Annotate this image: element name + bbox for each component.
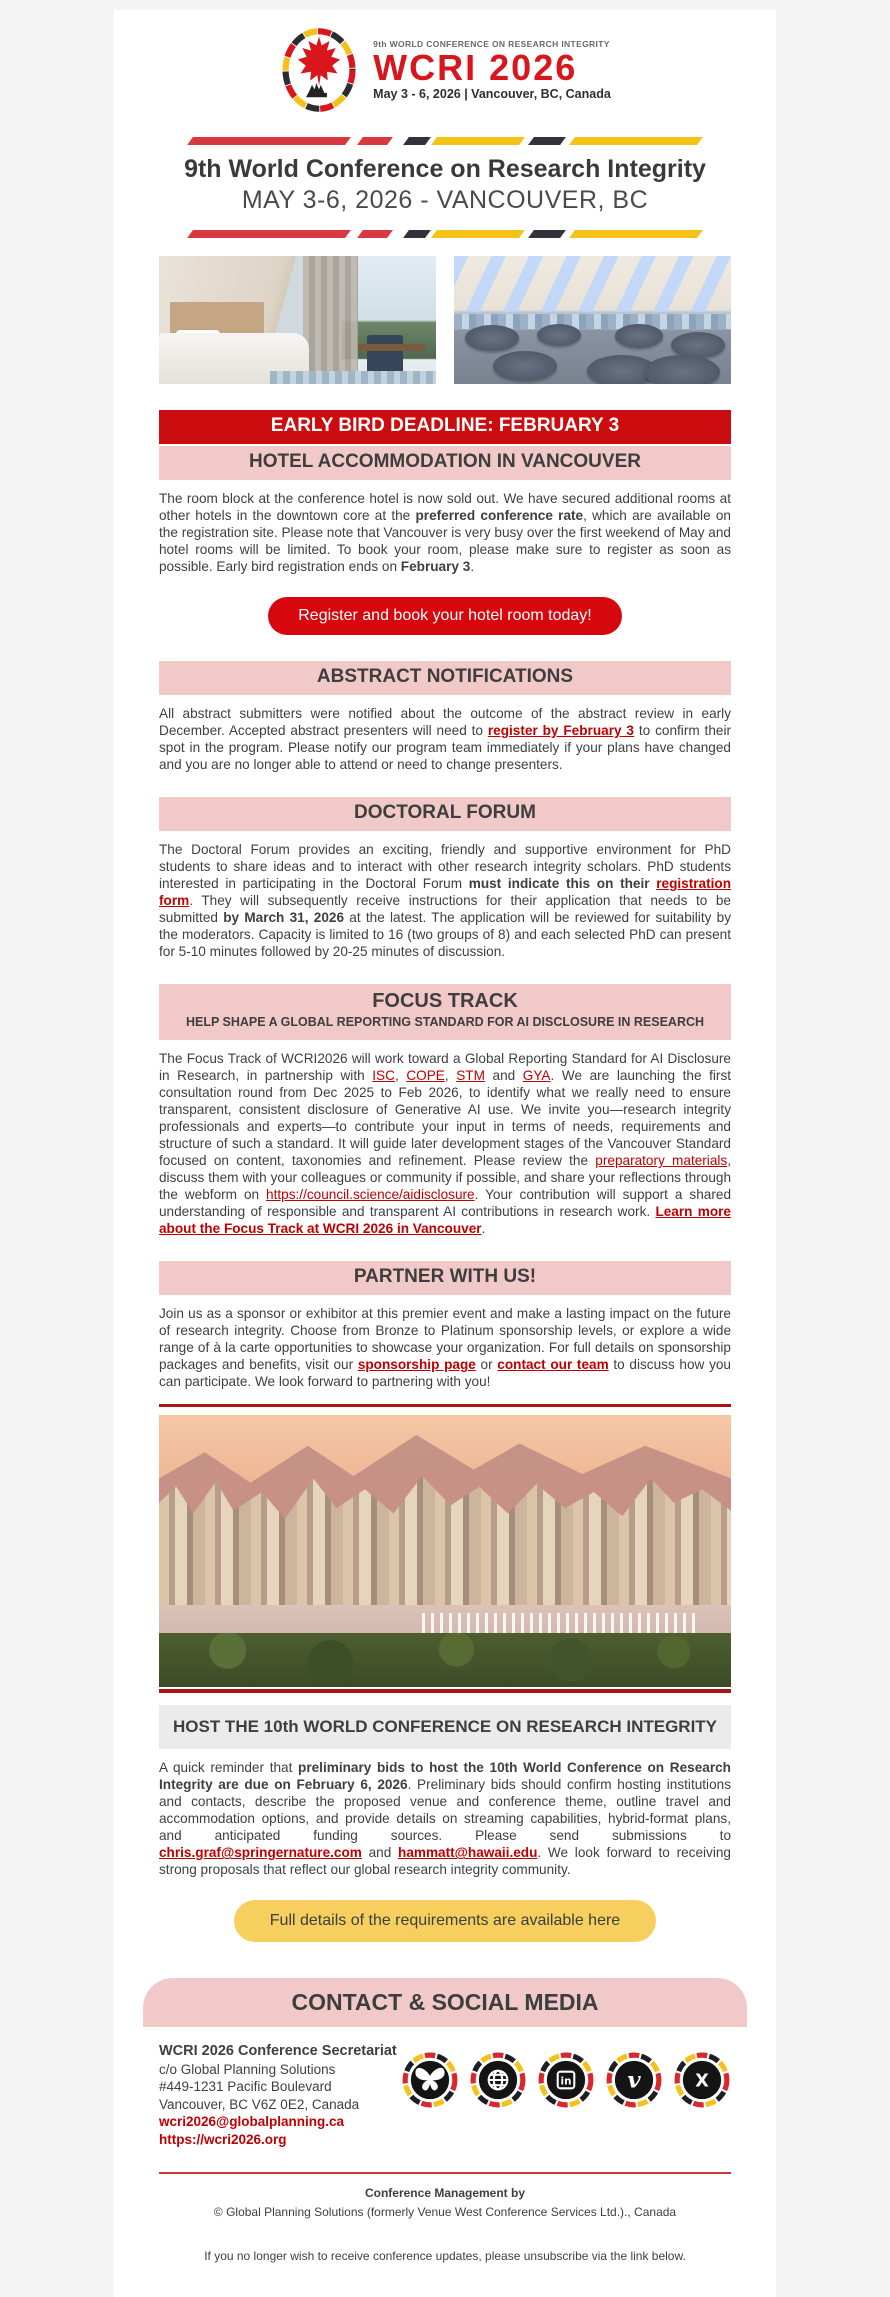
secretariat-address xyxy=(159,2043,397,2148)
secretariat-email-link[interactable]: wcri2026@globalplanning.ca xyxy=(159,2114,344,2130)
bluesky-icon[interactable] xyxy=(401,2051,459,2109)
inline-link[interactable]: preparatory materials xyxy=(595,1153,728,1169)
inline-link[interactable]: https://council.science/aidisclosure xyxy=(266,1187,475,1203)
hotel-paragraph: The room block at the conference hotel is now sold out. We have secured additional rooms at other hotels in the downtown core at the preferred conference rate, which are available on the registration site. Please note that Vancouver is very busy over the first weekend of May and hotel rooms will be limited. To book your room, please make sure to register as soon as possible. Early bird registration ends on February 3. xyxy=(159,491,731,574)
divider-below-skyline xyxy=(159,1689,731,1693)
inline-link[interactable]: sponsorship page xyxy=(357,1357,476,1373)
inline-link[interactable]: contact our team xyxy=(497,1357,609,1373)
page-subtitle: MAY 3-6, 2026 - VANCOUVER, BC xyxy=(241,186,649,214)
host-paragraph: A quick reminder that preliminary bids to host the 10th World Conference on Research Integrity are due on February 6, 2026. Preliminary bids should confirm hosting institutions and contacts, describe the proposed venue and conference theme, outline travel and accommodation options, and provide details on streaming capabilities, hybrid-format plans, and anticipated funding sources. Please send submissions to chris.graf@springernature.com and hammatt@hawaii.edu. We look forward to receiving strong proposals that reflect our global research integrity community. xyxy=(159,1760,731,1878)
hotel-room-photo xyxy=(159,256,436,384)
svg-text:v: v xyxy=(627,2067,641,2094)
inline-link[interactable]: STM xyxy=(456,1068,485,1084)
logo-wordmark: WCRI 2026 xyxy=(373,47,578,89)
ballroom-photo xyxy=(454,256,731,384)
x-twitter-icon[interactable] xyxy=(673,2051,731,2109)
early-bird-banner: EARLY BIRD DEADLINE: FEBRUARY 3 xyxy=(159,410,731,444)
decorative-bars-bottom xyxy=(159,229,731,238)
page-title: 9th World Conference on Research Integrity xyxy=(184,155,706,183)
secretariat-name: WCRI 2026 Conference Secretariat xyxy=(159,2043,397,2060)
host-heading: HOST THE 10th WORLD CONFERENCE ON RESEARCH INTEGRITY xyxy=(159,1705,731,1749)
social-icons xyxy=(401,2051,731,2109)
management-text: © Global Planning Solutions (formerly Venue West Conference Services Ltd.)., Canada xyxy=(213,2205,677,2220)
svg-text:X: X xyxy=(695,2071,709,2092)
inline-link[interactable]: register by February 3 xyxy=(487,723,634,738)
conference-website-link[interactable]: https://wcri2026.org xyxy=(159,2131,287,2147)
contact-block xyxy=(159,2043,731,2148)
register-hotel-button[interactable]: Register and book your hotel room today! xyxy=(268,597,622,635)
abstract-paragraph: All abstract submitters were notified about the outcome of the abstract review in early December. Accepted abstract presenters will need to register by February 3 to confirm their spot in the program. Please notify our program team immediately if your plans have changed and you are no longer able to attend or need to change presenters. xyxy=(159,706,731,772)
divider-above-skyline xyxy=(159,1404,731,1407)
unsubscribe-note: If you no longer wish to receive conference updates, please unsubscribe via the link below. xyxy=(204,2249,686,2264)
inline-link[interactable]: GYA xyxy=(522,1068,551,1084)
focus-heading-banner xyxy=(159,984,731,1040)
decorative-bars-top xyxy=(159,136,731,145)
vimeo-icon[interactable] xyxy=(605,2051,663,2109)
focus-subheading: HELP SHAPE A GLOBAL REPORTING STANDARD FOR AI DISCLOSURE IN RESEARCH xyxy=(185,1015,705,1029)
address-line: c/o Global Planning Solutions xyxy=(159,2061,336,2077)
photo-strip xyxy=(159,256,731,384)
vancouver-skyline-photo xyxy=(159,1415,731,1687)
email-body xyxy=(114,10,776,2297)
focus-heading: FOCUS TRACK xyxy=(372,990,518,1012)
partner-paragraph: Join us as a sponsor or exhibitor at this premier event and make a lasting impact on the future of research integrity. Choose from Bronze to Platinum sponsorship levels, or explore a wide range of à la carte opportunities to showcase your organization. For full details on sponsorship packages and benefits, visit our sponsorship page or contact our team to discuss how you can participate. We look forward to partnering with you! xyxy=(159,1306,731,1390)
doctoral-paragraph: The Doctoral Forum provides an exciting, friendly and supportive environment for PhD students to share ideas and to interact with other research integrity scholars. PhD students interested in participating in the Doctoral Forum must indicate this on their registration form. They will subsequently receive instructions for their application that needs to be submitted by March 31, 2026 at the latest. The application will be reviewed for suitability by the moderators. Capacity is limited to 16 (two groups of 8) and each selected PhD can present for 5-10 minutes followed by 20-25 minutes of discussion. xyxy=(159,842,732,959)
conference-logo xyxy=(159,26,731,114)
website-globe-icon[interactable] xyxy=(469,2051,527,2109)
inline-link[interactable]: Learn more about the Focus Track at WCRI 2026 in Vancouver xyxy=(159,1204,731,1237)
inline-link[interactable]: ISC xyxy=(372,1068,395,1084)
contact-heading: CONTACT & SOCIAL MEDIA xyxy=(143,1978,747,2027)
hotel-heading: HOTEL ACCOMMODATION IN VANCOUVER xyxy=(159,446,731,480)
focus-paragraph: The Focus Track of WCRI2026 will work toward a Global Reporting Standard for AI Disclosure in Research, in partnership with ISC, COPE, STM and GYA. We are launching the first consultation round from Dec 2025 to Feb 2026, to identify what we really need to ensure transparent, consistent disclosure of Generative AI use. We invite you—research integrity professionals and experts—to contribute your input in terms of needs, requirements and structure of such a standard. It will guide later development stages of the Vancouver Standard focused on content, taxonomies and refinement. Please review the preparatory materials, discuss them with your colleagues or community if possible, and share your reflections through the webform on https://council.science/aidisclosure. Your contribution will support a shared understanding of responsible and transparent AI contributions in research work. Learn more about the Focus Track at WCRI 2026 in Vancouver. xyxy=(159,1051,732,1237)
footer xyxy=(159,2186,731,2263)
footer-divider xyxy=(159,2172,731,2174)
linkedin-icon[interactable] xyxy=(537,2051,595,2109)
address-line: #449-1231 Pacific Boulevard xyxy=(159,2079,332,2095)
inline-link[interactable]: COPE xyxy=(406,1068,445,1084)
wcri-logo-icon xyxy=(279,26,359,114)
logo-date-line: May 3 - 6, 2026 | Vancouver, BC, Canada xyxy=(373,86,611,101)
doctoral-heading: DOCTORAL FORUM xyxy=(159,797,731,831)
management-label: Conference Management by xyxy=(364,2186,526,2201)
abstract-heading: ABSTRACT NOTIFICATIONS xyxy=(159,661,731,695)
svg-text:in: in xyxy=(560,2075,572,2088)
inline-link[interactable]: hammatt@hawaii.edu xyxy=(398,1845,538,1861)
inline-link[interactable]: registration form xyxy=(159,876,732,908)
address-line: Vancouver, BC V6Z 0E2, Canada xyxy=(159,2096,360,2112)
logo-top-line: 9th WORLD CONFERENCE ON RESEARCH INTEGRITY xyxy=(373,39,610,50)
inline-link[interactable]: chris.graf@springernature.com xyxy=(159,1845,362,1861)
partner-heading: PARTNER WITH US! xyxy=(159,1261,731,1295)
host-details-button[interactable]: Full details of the requirements are available here xyxy=(234,1900,656,1942)
